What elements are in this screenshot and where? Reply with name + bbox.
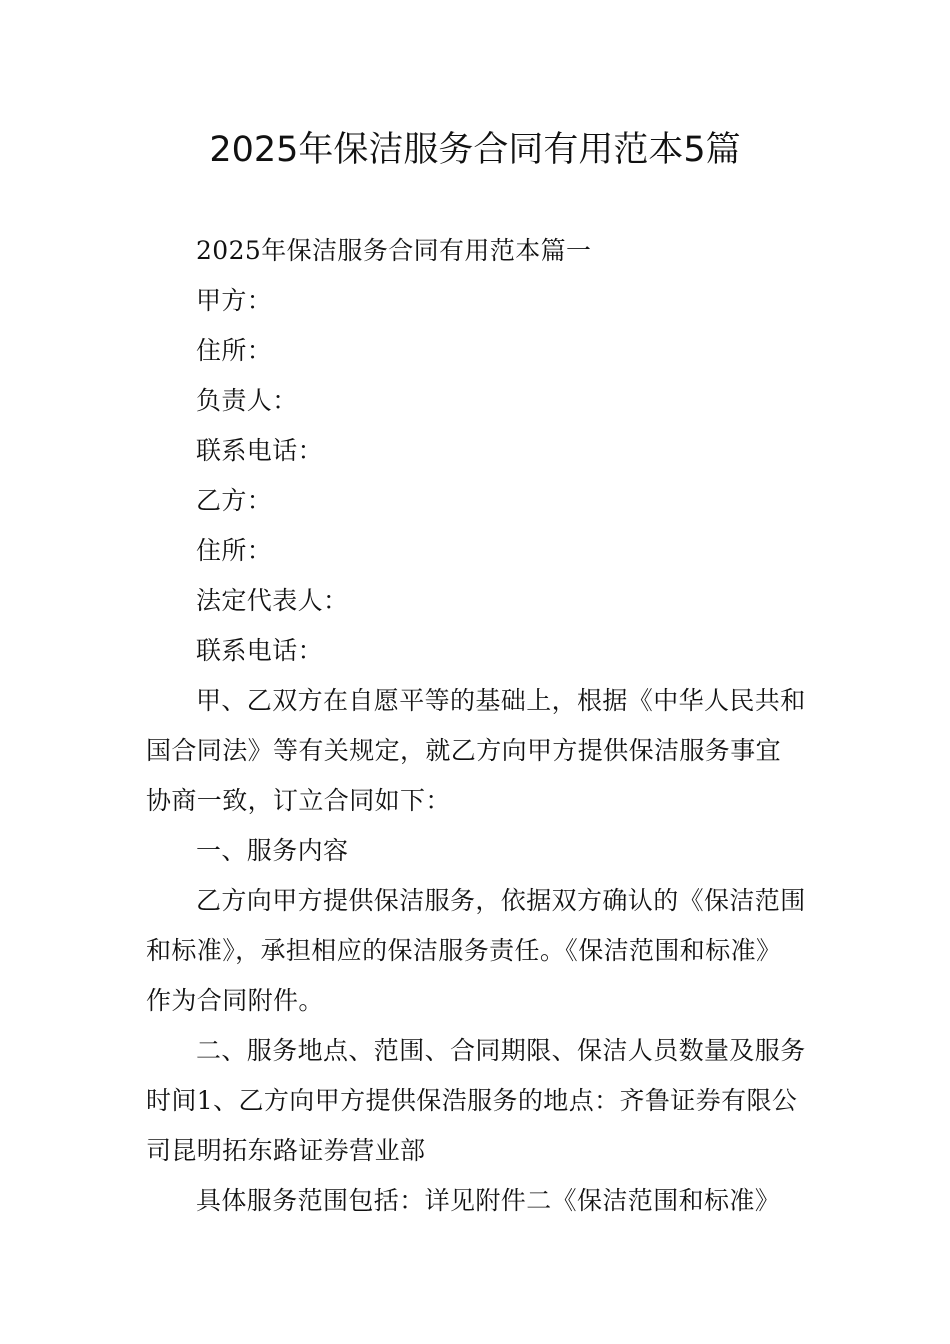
clause-1-heading: 一、服务内容: [196, 836, 349, 865]
party-a-phone-label: 联系电话：: [196, 436, 324, 465]
clause-2-paragraph: 二、服务地点、范围、合同期限、保洁人员数量及服务时间1、乙方向甲方提供保浩服务的地点：齐鲁证券有限公司昆明拓东路证券营业部: [146, 1036, 806, 1165]
party-b-phone-label: 联系电话：: [196, 636, 324, 665]
preamble-paragraph: 甲、乙双方在自愿平等的基础上，根据《中华人民共和国合同法》等有关规定，就乙方向甲方提供保洁服务事宜协商一致，订立合同如下：: [146, 686, 806, 815]
party-b-representative-label: 法定代表人：: [196, 586, 349, 615]
party-a-address-label: 住所：: [196, 336, 273, 365]
party-b-address-label: 住所：: [196, 536, 273, 565]
party-a-manager-label: 负责人：: [196, 386, 298, 415]
service-scope-paragraph: 具体服务范围包括：详见附件二《保洁范围和标准》: [196, 1186, 781, 1215]
document-title: 2025年保洁服务合同有用范本5篇: [209, 130, 741, 170]
clause-1-paragraph: 乙方向甲方提供保洁服务，依据双方确认的《保洁范围和标准》，承担相应的保洁服务责任。《保洁范围和标准》作为合同附件。: [146, 886, 806, 1015]
section-heading: 2025年保洁服务合同有用范本篇一: [196, 236, 592, 265]
party-a-label: 甲方：: [196, 286, 273, 315]
document-body: [146, 226, 806, 1226]
party-b-label: 乙方：: [196, 486, 273, 515]
